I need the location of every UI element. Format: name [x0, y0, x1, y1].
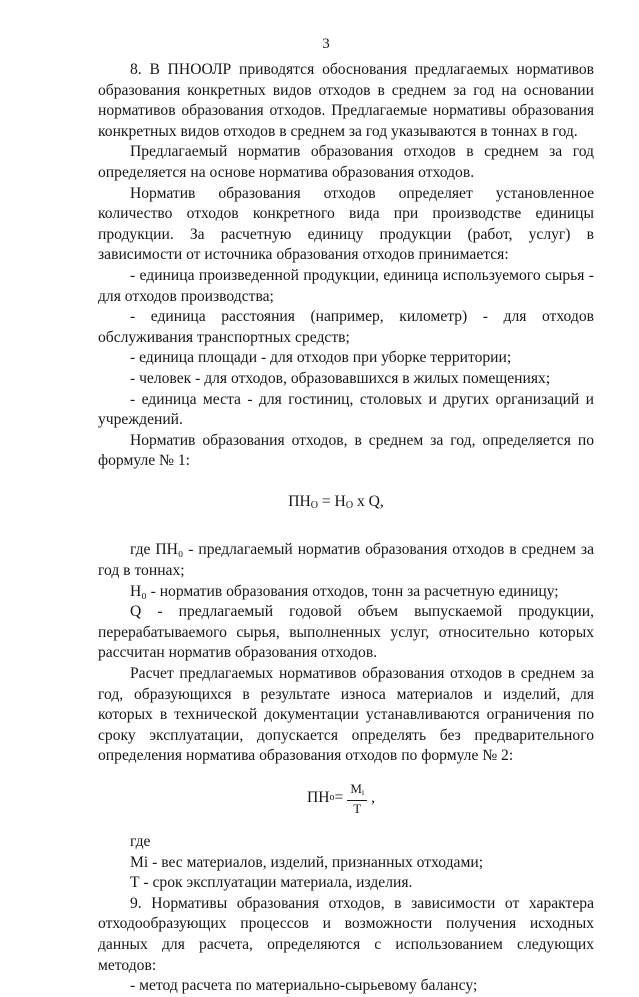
paragraph-norm-definition: Норматив образования отходов определяет установленное количество отходов конкретного вида при производстве единицы продукции. За расчетную единицу продукции (работ, услуг) в зависимости от источника образования отходов принимается:: [98, 184, 594, 264]
numerator-main: М: [350, 781, 362, 796]
list-item: - единица расстояния (например, километр) - для отходов обслуживания транспортных средств;: [98, 308, 594, 346]
where-line: Н₀ - норматив образования отходов, тонн за расчетную единицу;: [130, 582, 559, 600]
formula-2-fraction: [347, 781, 367, 816]
formula-2-numerator: [347, 781, 367, 801]
document-body: [98, 60, 594, 997]
list-item: - человек - для отходов, образовавшихся в жилых помещениях;: [130, 369, 551, 387]
formula-1-equals: =: [317, 492, 335, 510]
formula-2-denominator: Т: [353, 801, 362, 816]
paragraph-formula-2-intro: Расчет предлагаемых нормативов образования отходов в среднем за год, образующихся в результате износа материалов и изделий, для которых в технической документации устанавливаются ограничения по сроку эксплуатации, допускается определять без предварительного определения норматива образования отходов по формуле № 2:: [98, 665, 594, 765]
formula-1-rhs-sub: О: [345, 499, 354, 511]
formula-2-tail: ,: [371, 789, 376, 807]
paragraph-formula-1-intro: Норматив образования отходов, в среднем за год, определяется по формуле № 1:: [98, 431, 594, 470]
formula-2-equals: =: [334, 789, 344, 807]
formula-1-lhs-sub: О: [310, 499, 318, 511]
formula-1: [98, 492, 594, 517]
paragraph-proposed-norm: Предлагаемый норматив образования отходов в среднем за год определяется на основе норматива образования отходов.: [98, 143, 594, 181]
paragraph-8: 8. В ПНООЛР приводятся обоснования предлагаемых нормативов образования конкретных видов отходов в среднем за год на основании нормативов образования отходов. Предлагаемые нормативы образования конкретных видов отходов в среднем за год указываются в тоннах в год.: [98, 61, 594, 140]
formula-1-rhs-rest: x Q,: [353, 492, 384, 510]
page-number: 3: [322, 36, 330, 52]
list-item: - единица произведенной продукции, единица используемого сырья - для отходов производства;: [98, 266, 594, 305]
where-line: Мi - вес материалов, изделий, признанных отходами;: [130, 853, 484, 871]
where-label: где: [130, 833, 151, 850]
formula-1-lhs: ПН: [288, 492, 311, 510]
list-item: - единица площади - для отходов при уборке территории;: [130, 349, 512, 367]
paragraph-9: 9. Нормативы образования отходов, в зависимости от характера отходообразующих процессов и возможности получения исходных данных для расчета, определяются с использованием следующих методов:: [98, 894, 594, 974]
numerator-sub: i: [361, 788, 365, 797]
formula-1-rhs: Н: [334, 492, 346, 510]
where-line: Q - предлагаемый годовой объем выпускаемой продукции, перерабатываемого сырья, выполненных услуг, относительно которых рассчитан норматив образования отходов.: [98, 603, 594, 662]
formula-2-lhs-sub: о: [329, 792, 335, 804]
list-item: - метод расчета по материально-сырьевому балансу;: [130, 977, 478, 995]
where-line: где ПН₀ - предлагаемый норматив образования отходов в среднем за год в тоннах;: [98, 541, 594, 580]
formula-2: [98, 781, 594, 816]
where-line: Т - срок эксплуатации материала, изделия.: [130, 874, 413, 892]
formula-2-lhs: ПН: [306, 789, 330, 807]
list-item: - единица места - для гостиниц, столовых и других организаций и учреждений.: [98, 390, 594, 429]
